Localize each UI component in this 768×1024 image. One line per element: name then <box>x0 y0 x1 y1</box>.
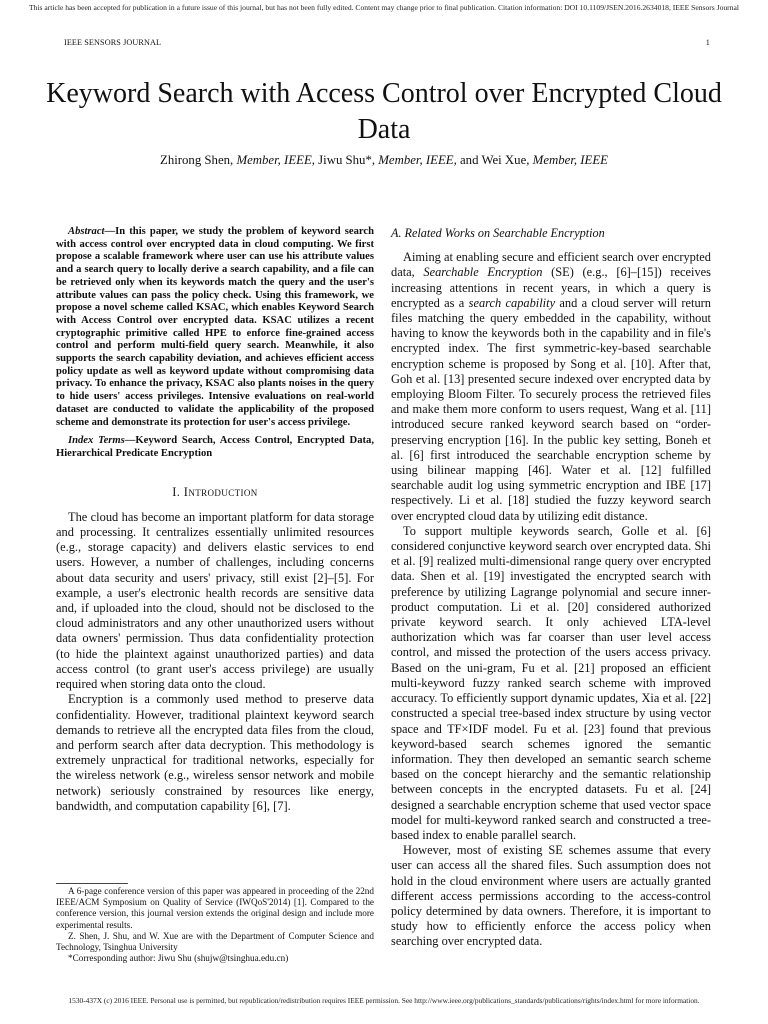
footnote: A 6-page conference version of this paper was appeared in proceeding of the 22nd IEEE/ACM Symposium on Quality of Service (IWQoS'2014) [1]. Compared to the conference version, this journal version extends the original design and include more experimental results. <box>56 886 374 930</box>
author-role: Member, IEEE, <box>236 153 315 167</box>
footnote: Z. Shen, J. Shu, and W. Xue are with the Department of Computer Science and Technology, Tsinghua University <box>56 930 374 953</box>
abstract-body: —In this paper, we study the problem of keyword search with access control over encrypted data in cloud computing. We first propose a scalable framework where user can use his attribute values and a search query to locally derive a search capability, and a file can be retrieved only when its keywords match the query and the user's attribute values can pass the policy check. Using this framework, we propose a novel scheme called KSAC, which enables Keyword Search with Access Control over encrypted data. KSAC utilizes a recent cryptographic primitive called HPE to enforce fine-grained access control and perform multi-field query search. Meanwhile, it also supports the search capability deviation, and achieves efficient access policy update as well as keyword update without compromising data privacy. To enhance the privacy, KSAC also plants noises in the query to hide users' access privileges. Intensive evaluations on real-world dataset are conducted to validate the applicability of the proposed scheme and demonstrate its protection for user's access privilege. <box>56 226 374 428</box>
paper-title: Keyword Search with Access Control over Encrypted Cloud Data <box>46 78 722 145</box>
paragraph: Encryption is a commonly used method to preserve data confidentiality. However, traditional plaintext keyword search demands to retrieve all the encrypted data files from the cloud, and perform search after data decryption. This methodology is extremely unpractical for traditional networks, especially for the wireless network (e.g., wireless sensor network and mobile network) seriously constrained by resources like energy, bandwidth, and computation capability [6], [7]. <box>56 692 374 813</box>
term-emphasis: Searchable Encryption <box>423 265 543 280</box>
journal-name: IEEE SENSORS JOURNAL <box>64 38 162 47</box>
paragraph: Aiming at enabling secure and efficient search over encrypted data, Searchable Encryption (SE) (e.g., [6]–[15]) receives increasing attentions in recent years, in which a query is encrypted as a search capability and a cloud server will return files matching the query embedded in the capability, without having to know the keywords both in the capability and in file's encrypted index. The first symmetric-key-based searchable encryption scheme is proposed by Song et al. [10]. After that, Goh et al. [13] presented secure indexed over encrypted data by employing Bloom Filter. To securely process the retrieved files and make them more conform to users request, Wang et al. [11] introduced secure ranked keyword search based on “order-preserving encryption [16]. In the public key setting, Boneh et al. [6] first introduced the searchable encryption scheme by using bilinear mapping [46]. Water et al. [12] fulfilled searchable audit log using symmetric encryption and IBE [17] respectively. Li et al. [18] studied the fuzzy keyword search over encrypted cloud data by utilizing edit distance. <box>391 250 711 523</box>
abstract-lead: Abstract <box>68 226 105 237</box>
page-number: 1 <box>705 38 710 47</box>
right-column <box>391 226 711 950</box>
index-terms-lead: Index Terms <box>68 435 125 447</box>
footnote: *Corresponding author: Jiwu Shu (shujw@tsinghua.edu.cn) <box>68 953 289 964</box>
author-name: and Wei Xue, <box>460 153 530 167</box>
section-heading: I. Introduction <box>172 484 258 499</box>
paragraph: However, most of existing SE schemes assume that every user can access all the shared files. Such assumption does not hold in the cloud environment where users are actually granted different access permissions according to the access-control policy determined by data owners. Therefore, it is important to study how to efficiently enforce the access policy when searching over encrypted data. <box>391 843 711 949</box>
term-emphasis: search capability <box>468 295 556 310</box>
footnote-rule <box>56 883 128 884</box>
running-head <box>64 38 710 47</box>
copyright-notice: 1530-437X (c) 2016 IEEE. Personal use is permitted, but republication/redistribution requires IEEE permission. See http://www.ieee.org/publications_standards/publications/rights/index.html for more information. <box>68 996 700 1005</box>
author-line <box>40 152 728 168</box>
author-name: Jiwu Shu*, <box>318 153 376 167</box>
footnotes <box>56 883 374 964</box>
author-role: Member, IEEE, <box>378 153 457 167</box>
paragraph: The cloud has become an important platform for data storage and processing. It centralizes essentially unlimited resources (e.g., storage capacity) and delivers elastic services to end users. However, a number of challenges, including concerns about data security and users' privacy, still exist [2]–[5]. For example, a user's electronic health records are sensitive data and, if uploaded into the cloud, should not be disclosed to the cloud administrators and any other unauthorized users without data owners' permission. Thus data confidentiality protection (to hide the plaintext against unauthorized parties) and data access control (to grant user's access privilege) are usually required when storing data onto the cloud. <box>56 509 374 692</box>
abstract <box>56 226 374 429</box>
author-role: Member, IEEE <box>532 153 608 167</box>
paragraph: To support multiple keywords search, Golle et al. [6] considered conjunctive keyword search over encrypted data. Shi et al. [9] realized multi-dimensional range query over encrypted data. Shen et al. [19] investigated the encrypted search with preference by utilizing Lagrange polynomial and secure inner-product computation. Li et al. [20] considered authorized private keyword search. It only achieved LTA-level authorization which was far coarser than user level access control, and missed the protection of the users access privacy. Based on the uni-gram, Fu et al. [21] proposed an efficient multi-keyword fuzzy ranked search scheme with improved accuracy. To efficiently support dynamic updates, Xia et al. [22] constructed a special tree-based index structure by using vector space and TF×IDF model. Fu et al. [23] found that previous keyword-based search schemes ignored the semantic information. They then developed an semantic search scheme based on the concept hierarchy and the semantic relationship between concepts in the encrypted datasets. Fu et al. [24] designed a searchable encryption scheme that used vector space model for multi-keyword ranked search and constructed a tree-based index to enable parallel search. <box>391 523 711 842</box>
left-column <box>56 226 374 814</box>
author-name: Zhirong Shen, <box>160 153 234 167</box>
publication-notice: This article has been accepted for publication in a future issue of this journal, but has not been fully edited. Content may change prior to final publication. Citation information: DOI 10.1109/JSEN.2016.2634018, IEEE Sensors Journal <box>28 3 739 12</box>
index-terms <box>56 435 374 460</box>
index-terms-body: —Keyword Search, Access Control, Encrypted Data, Hierarchical Predicate Encryption <box>56 435 374 459</box>
subsection-heading: A. Related Works on Searchable Encryption <box>391 226 605 240</box>
